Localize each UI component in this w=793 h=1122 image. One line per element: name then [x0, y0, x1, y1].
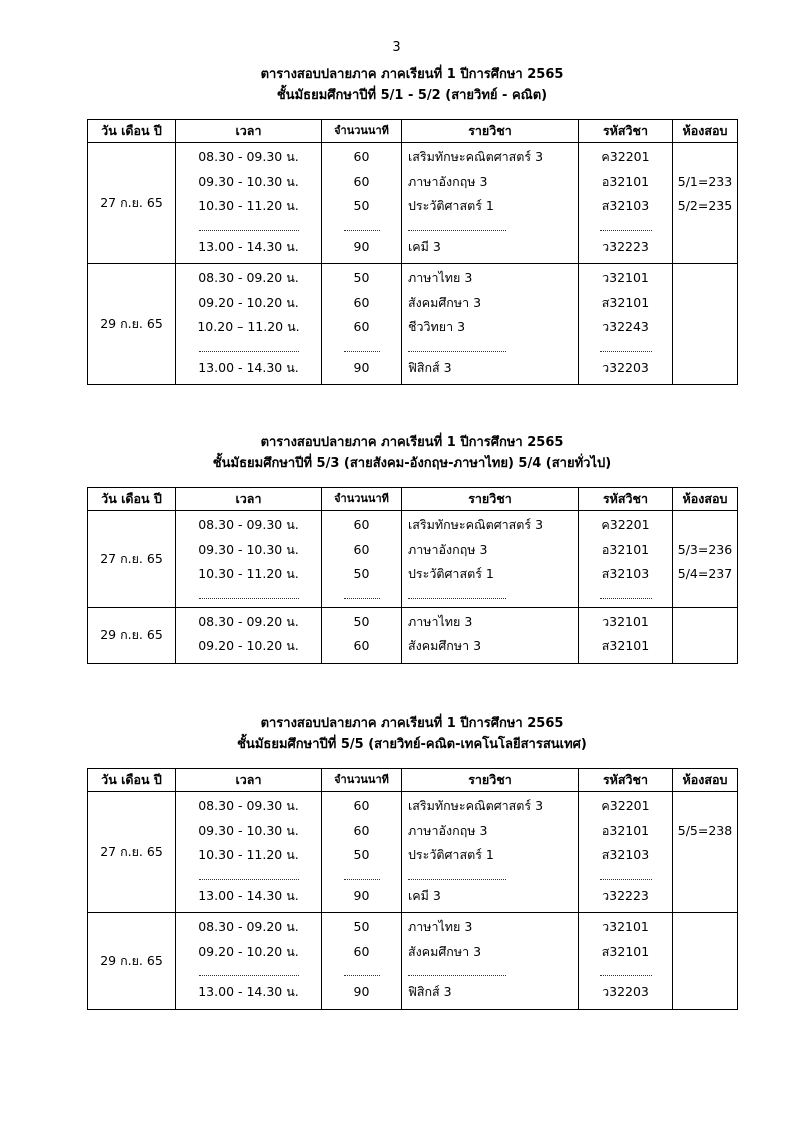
- room-value: [673, 940, 737, 965]
- minutes-value: 60: [353, 541, 370, 557]
- code-cell: [579, 913, 673, 1010]
- separator-line: [579, 219, 672, 235]
- room-value: [673, 513, 737, 538]
- time-value: 08.30 - 09.20 น.: [198, 919, 299, 934]
- time-cell: [176, 792, 322, 913]
- subject-value: ชีววิทยา 3: [408, 319, 466, 334]
- dotted-line: [199, 221, 299, 231]
- minutes-cell: [322, 264, 402, 385]
- separator-line: [322, 868, 401, 884]
- section-title: ตารางสอบปลายภาค ภาคเรียนที่ 1 ปีการศึกษา 2565: [260, 67, 564, 82]
- minutes-value: 60: [353, 943, 370, 959]
- subject-header: รายวิชา: [402, 769, 579, 792]
- separator-line: [322, 219, 401, 235]
- minutes-header: จำนวนนาที: [322, 769, 402, 792]
- date-cell: 29 ก.ย. 65: [88, 607, 176, 663]
- subject-value: ประวัติศาสตร์ 1: [408, 198, 494, 213]
- subject-cell: [402, 913, 579, 1010]
- subject-value: เสริมทักษะคณิตศาสตร์ 3: [408, 149, 544, 164]
- subject-value: ภาษาไทย 3: [408, 270, 473, 285]
- code-value: อ32101: [601, 822, 650, 838]
- minutes-value: 90: [353, 238, 370, 254]
- time-value: 13.00 - 14.30 น.: [198, 359, 299, 375]
- minutes-header: จำนวนนาที: [322, 120, 402, 143]
- subject-value: ฟิสิกส์ 3: [408, 359, 452, 375]
- room-value: [673, 980, 737, 1005]
- table-row: [88, 264, 738, 385]
- code-cell: [579, 264, 673, 385]
- section-title: ตารางสอบปลายภาค ภาคเรียนที่ 1 ปีการศึกษา 2565: [260, 435, 564, 450]
- time-header: เวลา: [176, 488, 322, 511]
- subject-value: เคมี 3: [408, 238, 441, 254]
- dotted-line: [199, 342, 299, 352]
- code-header: รหัสวิชา: [579, 120, 673, 143]
- separator-line: [176, 587, 321, 603]
- code-cell: [579, 607, 673, 663]
- date-header: วัน เดือน ปี: [88, 120, 176, 143]
- separator-line: [402, 587, 578, 603]
- minutes-value: 50: [353, 566, 370, 581]
- minutes-value: 90: [353, 984, 370, 999]
- subject-value: สังคมศึกษา 3: [408, 638, 482, 653]
- dotted-line: [408, 342, 506, 352]
- minutes-value: 60: [353, 294, 370, 310]
- separator-line: [322, 340, 401, 356]
- minutes-value: 60: [353, 638, 370, 653]
- dotted-line: [344, 342, 380, 352]
- dotted-line: [199, 966, 299, 976]
- code-value: ว32243: [602, 319, 649, 334]
- dotted-line: [408, 221, 506, 231]
- separator-line: [402, 219, 578, 235]
- time-value: 08.30 - 09.30 น.: [198, 798, 299, 813]
- date-header: วัน เดือน ปี: [88, 769, 176, 792]
- dotted-line: [344, 221, 380, 231]
- separator-line: [176, 964, 321, 980]
- room-value: [673, 634, 737, 659]
- date-cell: 27 ก.ย. 65: [88, 792, 176, 913]
- dotted-line: [344, 870, 380, 880]
- date-header: วัน เดือน ปี: [88, 488, 176, 511]
- table-row: [88, 913, 738, 1010]
- time-cell: [176, 143, 322, 264]
- time-value: 13.00 - 14.30 น.: [198, 887, 299, 903]
- subject-header: รายวิชา: [402, 488, 579, 511]
- time-cell: [176, 264, 322, 385]
- time-cell: [176, 913, 322, 1010]
- subject-cell: [402, 607, 579, 663]
- schedule-section: [87, 64, 737, 385]
- separator-line: [402, 340, 578, 356]
- code-value: ว32223: [602, 887, 649, 903]
- time-value: 09.30 - 10.30 น.: [198, 541, 299, 557]
- room-value: [673, 266, 737, 291]
- section-subtitle: ชั้นมัธยมศึกษาปีที่ 5/1 - 5/2 (สายวิทย์ - คณิต): [276, 88, 548, 103]
- subject-value: ประวัติศาสตร์ 1: [408, 847, 494, 862]
- time-cell: [176, 607, 322, 663]
- room-value: [673, 610, 737, 635]
- exam-table: [87, 487, 738, 664]
- room-cell: [673, 264, 738, 385]
- room-value: 5/1=233: [677, 173, 733, 189]
- code-value: ว32223: [602, 238, 649, 254]
- code-value: ค32201: [601, 517, 650, 532]
- code-value: ว32203: [602, 984, 649, 999]
- dotted-line: [600, 870, 652, 880]
- room-value: 5/5=238: [677, 822, 733, 838]
- time-value: 08.30 - 09.30 น.: [198, 149, 299, 164]
- subject-value: ภาษาอังกฤษ 3: [408, 541, 488, 557]
- room-value: 5/2=235: [677, 198, 733, 213]
- exam-table: [87, 119, 738, 385]
- room-header: ห้องสอบ: [673, 120, 738, 143]
- time-value: 13.00 - 14.30 น.: [198, 984, 299, 999]
- time-value: 09.30 - 10.30 น.: [198, 173, 299, 189]
- room-value: [673, 291, 737, 316]
- separator-line: [579, 587, 672, 603]
- table-row: [88, 792, 738, 913]
- room-value: [673, 315, 737, 340]
- room-value: [673, 145, 737, 170]
- minutes-value: 60: [353, 149, 370, 164]
- date-cell: 29 ก.ย. 65: [88, 264, 176, 385]
- room-header: ห้องสอบ: [673, 769, 738, 792]
- code-value: อ32101: [601, 173, 650, 189]
- minutes-value: 60: [353, 517, 370, 532]
- header-row: [88, 769, 738, 792]
- code-value: ส32101: [601, 638, 650, 653]
- time-value: 09.20 - 10.20 น.: [198, 294, 299, 310]
- separator-line: [322, 587, 401, 603]
- time-value: 09.20 - 10.20 น.: [198, 943, 299, 959]
- room-value: [673, 794, 737, 819]
- dotted-line: [600, 966, 652, 976]
- minutes-value: 90: [353, 359, 370, 375]
- subject-value: ภาษาไทย 3: [408, 613, 473, 629]
- minutes-value: 60: [353, 822, 370, 838]
- code-value: ส32101: [601, 943, 650, 959]
- subject-cell: [402, 264, 579, 385]
- schedule-section: [87, 432, 737, 664]
- time-value: 13.00 - 14.30 น.: [198, 238, 299, 254]
- room-value: [673, 884, 737, 909]
- time-value: 10.30 - 11.20 น.: [198, 566, 299, 581]
- code-value: ว32101: [602, 919, 649, 934]
- minutes-value: 50: [353, 198, 370, 213]
- separator-line: [402, 964, 578, 980]
- section-title: ตารางสอบปลายภาค ภาคเรียนที่ 1 ปีการศึกษา 2565: [260, 716, 564, 731]
- subject-header: รายวิชา: [402, 120, 579, 143]
- code-value: ว32203: [602, 359, 649, 375]
- separator-line: [402, 868, 578, 884]
- subject-value: เสริมทักษะคณิตศาสตร์ 3: [408, 798, 544, 813]
- subject-value: ประวัติศาสตร์ 1: [408, 566, 494, 581]
- separator-line: [176, 219, 321, 235]
- section-subtitle: ชั้นมัธยมศึกษาปีที่ 5/3 (สายสังคม-อังกฤษ-ภาษาไทย) 5/4 (สายทั่วไป): [212, 456, 612, 471]
- table-row: [88, 607, 738, 663]
- minutes-value: 60: [353, 173, 370, 189]
- section-subtitle: ชั้นมัธยมศึกษาปีที่ 5/5 (สายวิทย์-คณิต-เทคโนโลยีสารสนเทศ): [237, 737, 587, 752]
- code-value: ส32103: [601, 566, 650, 581]
- dotted-line: [199, 589, 299, 599]
- code-cell: [579, 511, 673, 608]
- dotted-line: [199, 870, 299, 880]
- subject-value: ภาษาอังกฤษ 3: [408, 173, 488, 189]
- separator-line: [673, 964, 737, 980]
- exam-table: [87, 768, 738, 1010]
- room-header: ห้องสอบ: [673, 488, 738, 511]
- separator-line: [322, 964, 401, 980]
- header-row: [88, 120, 738, 143]
- time-header: เวลา: [176, 120, 322, 143]
- room-cell: [673, 792, 738, 913]
- date-cell: 27 ก.ย. 65: [88, 511, 176, 608]
- separator-line: [673, 219, 737, 235]
- minutes-cell: [322, 607, 402, 663]
- table-row: [88, 143, 738, 264]
- code-value: ว32101: [602, 613, 649, 629]
- code-value: ค32201: [601, 798, 650, 813]
- minutes-cell: [322, 143, 402, 264]
- minutes-cell: [322, 792, 402, 913]
- time-value: 10.30 - 11.20 น.: [198, 198, 299, 213]
- room-value: [673, 843, 737, 868]
- room-value: 5/3=236: [677, 541, 733, 557]
- minutes-value: 50: [353, 613, 370, 629]
- header-row: [88, 488, 738, 511]
- dotted-line: [408, 966, 506, 976]
- code-value: ส32103: [601, 198, 650, 213]
- separator-line: [673, 868, 737, 884]
- separator-line: [579, 868, 672, 884]
- dotted-line: [344, 966, 380, 976]
- subject-value: ภาษาไทย 3: [408, 919, 473, 934]
- minutes-value: 60: [353, 798, 370, 813]
- minutes-value: 60: [353, 319, 370, 334]
- code-cell: [579, 792, 673, 913]
- room-value: [673, 915, 737, 940]
- subject-value: ภาษาอังกฤษ 3: [408, 822, 488, 838]
- minutes-header: จำนวนนาที: [322, 488, 402, 511]
- code-cell: [579, 143, 673, 264]
- subject-value: เคมี 3: [408, 887, 441, 903]
- room-value: 5/4=237: [677, 566, 733, 581]
- dotted-line: [600, 342, 652, 352]
- dotted-line: [408, 589, 506, 599]
- minutes-value: 90: [353, 887, 370, 903]
- subject-value: สังคมศึกษา 3: [408, 943, 482, 959]
- time-value: 09.20 - 10.20 น.: [198, 638, 299, 653]
- code-header: รหัสวิชา: [579, 488, 673, 511]
- dotted-line: [600, 589, 652, 599]
- subject-value: ฟิสิกส์ 3: [408, 984, 452, 999]
- code-value: ว32101: [602, 270, 649, 285]
- time-value: 08.30 - 09.20 น.: [198, 613, 299, 629]
- time-cell: [176, 511, 322, 608]
- separator-line: [176, 868, 321, 884]
- subject-cell: [402, 792, 579, 913]
- room-value: [673, 235, 737, 260]
- room-cell: [673, 511, 738, 608]
- minutes-value: 50: [353, 847, 370, 862]
- code-value: อ32101: [601, 541, 650, 557]
- separator-line: [176, 340, 321, 356]
- table-row: [88, 511, 738, 608]
- code-header: รหัสวิชา: [579, 769, 673, 792]
- time-value: 10.20 – 11.20 น.: [197, 319, 300, 334]
- time-header: เวลา: [176, 769, 322, 792]
- code-value: ส32101: [601, 294, 650, 310]
- time-value: 10.30 - 11.20 น.: [198, 847, 299, 862]
- dotted-line: [344, 589, 380, 599]
- separator-line: [673, 587, 737, 603]
- time-value: 08.30 - 09.30 น.: [198, 517, 299, 532]
- date-cell: 29 ก.ย. 65: [88, 913, 176, 1010]
- subject-value: เสริมทักษะคณิตศาสตร์ 3: [408, 517, 544, 532]
- schedule-section: [87, 713, 737, 1010]
- separator-line: [673, 340, 737, 356]
- code-value: ค32201: [601, 149, 650, 164]
- dotted-line: [408, 870, 506, 880]
- room-value: [673, 356, 737, 381]
- code-value: ส32103: [601, 847, 650, 862]
- dotted-line: [600, 221, 652, 231]
- minutes-value: 50: [353, 270, 370, 285]
- minutes-value: 50: [353, 919, 370, 934]
- room-cell: [673, 913, 738, 1010]
- subject-cell: [402, 143, 579, 264]
- room-cell: [673, 143, 738, 264]
- date-cell: 27 ก.ย. 65: [88, 143, 176, 264]
- minutes-cell: [322, 913, 402, 1010]
- subject-cell: [402, 511, 579, 608]
- separator-line: [579, 964, 672, 980]
- page-number: 3: [392, 40, 401, 55]
- time-value: 09.30 - 10.30 น.: [198, 822, 299, 838]
- time-value: 08.30 - 09.20 น.: [198, 270, 299, 285]
- room-cell: [673, 607, 738, 663]
- subject-value: สังคมศึกษา 3: [408, 294, 482, 310]
- minutes-cell: [322, 511, 402, 608]
- separator-line: [579, 340, 672, 356]
